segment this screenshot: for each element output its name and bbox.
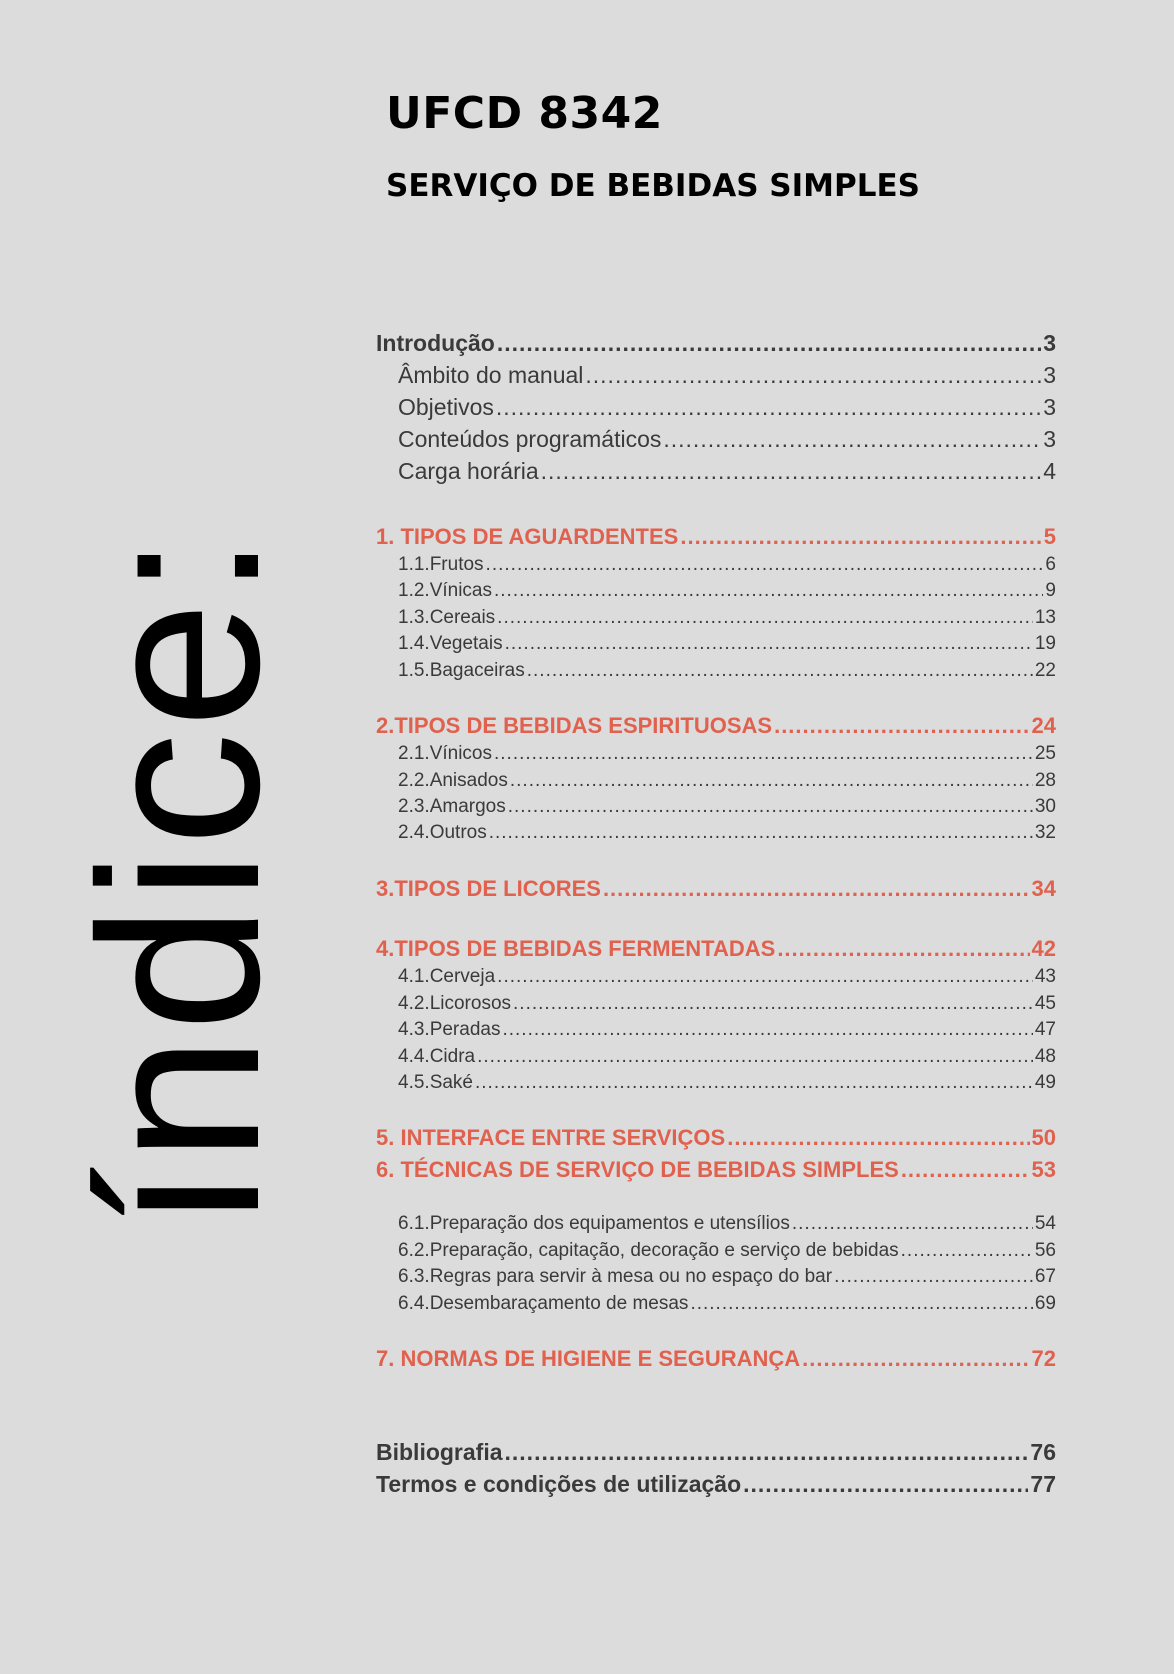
toc-entry[interactable] (398, 554, 1056, 576)
toc-label: 4.4.Cidra (398, 1046, 476, 1067)
toc-label: 4.2.Licorosos (398, 993, 512, 1014)
toc-leader-dots (727, 1125, 1029, 1151)
toc-chapter-7[interactable] (376, 1346, 1056, 1372)
toc-label: 4.3.Peradas (398, 1019, 501, 1040)
toc-entry[interactable] (398, 394, 1056, 421)
toc-page: 48 (1034, 1046, 1056, 1067)
toc-label: 3.TIPOS DE LICORES (376, 876, 601, 901)
toc-page: 67 (1034, 1266, 1056, 1287)
toc-label: Conteúdos programáticos (398, 426, 662, 452)
toc-page: 4 (1043, 458, 1056, 484)
toc-label: 1.5.Bagaceiras (398, 660, 525, 681)
toc-leader-dots (508, 796, 1033, 818)
toc-page: 54 (1034, 1213, 1056, 1234)
toc-entry[interactable] (398, 822, 1056, 844)
toc-page: 19 (1034, 633, 1056, 654)
toc-chapter-4[interactable] (376, 936, 1056, 962)
toc-leader-dots (743, 1471, 1028, 1498)
toc-label: 2.4.Outros (398, 822, 487, 843)
toc-page: 77 (1030, 1471, 1056, 1497)
toc-leader-dots (494, 743, 1033, 765)
toc-label: 5. INTERFACE ENTRE SERVIÇOS (376, 1125, 726, 1150)
toc-page: 25 (1034, 743, 1056, 764)
toc-chapter-1[interactable] (376, 524, 1056, 550)
toc-leader-dots (603, 876, 1030, 902)
toc-label: 1.3.Cereais (398, 607, 496, 628)
toc-label: 6.2.Preparação, capitação, decoração e serviço de bebidas (398, 1240, 899, 1261)
toc-leader-dots (527, 660, 1033, 682)
toc-leader-dots (585, 362, 1041, 389)
toc-page: 3 (1043, 362, 1056, 388)
toc-label: 4.1.Cerveja (398, 966, 496, 987)
toc-leader-dots (502, 1019, 1032, 1041)
toc-page: 69 (1034, 1293, 1056, 1314)
toc-leader-dots (663, 426, 1041, 453)
toc-page: 56 (1034, 1240, 1056, 1261)
toc-chapter-5[interactable] (376, 1125, 1056, 1151)
toc-page: 43 (1034, 966, 1056, 987)
toc-leader-dots (477, 1046, 1033, 1068)
toc-leader-dots (489, 822, 1033, 844)
toc-leader-dots (680, 524, 1041, 550)
toc-entry[interactable] (398, 362, 1056, 389)
toc-label: 6.4.Desembaraçamento de mesas (398, 1293, 689, 1314)
toc-leader-dots (497, 330, 1041, 357)
toc-leader-dots (497, 607, 1033, 629)
toc-label: 1.2.Vínicas (398, 580, 492, 601)
toc-page: 72 (1031, 1346, 1056, 1371)
toc-leader-dots (505, 633, 1033, 655)
toc-chapter-6[interactable] (376, 1157, 1056, 1183)
toc-page: 53 (1031, 1157, 1056, 1182)
toc-label: 4.TIPOS DE BEBIDAS FERMENTADAS (376, 936, 776, 961)
toc-entry[interactable] (398, 660, 1056, 682)
toc-page: 5 (1043, 524, 1056, 549)
toc-entry[interactable] (398, 607, 1056, 629)
toc-entry[interactable] (398, 1266, 1056, 1288)
toc-label: 2.TIPOS DE BEBIDAS ESPIRITUOSAS (376, 713, 773, 738)
toc-chapter-2[interactable] (376, 713, 1056, 739)
toc-label: Objetivos (398, 394, 494, 420)
toc-entry-termos[interactable] (376, 1471, 1056, 1498)
toc-page: 45 (1034, 993, 1056, 1014)
toc-entry[interactable] (398, 993, 1056, 1015)
toc-leader-dots (834, 1266, 1033, 1288)
toc-leader-dots (792, 1213, 1033, 1235)
toc-label: 1. TIPOS DE AGUARDENTES (376, 524, 679, 549)
toc-entry[interactable] (398, 633, 1056, 655)
toc-page: 3 (1043, 394, 1056, 420)
side-title-indice: índice: (53, 530, 307, 1230)
toc-label: 6.1.Preparação dos equipamentos e utensílios (398, 1213, 790, 1234)
toc-leader-dots (486, 554, 1044, 576)
toc-entry[interactable] (398, 770, 1056, 792)
toc-label: 6.3.Regras para servir à mesa ou no espaço do bar (398, 1266, 833, 1287)
toc-page: 50 (1031, 1125, 1056, 1150)
document-code: UFCD 8342 (386, 88, 663, 139)
toc-label: Introdução (376, 330, 495, 356)
toc-page: 32 (1034, 822, 1056, 843)
toc-page: 49 (1034, 1072, 1056, 1093)
toc-leader-dots (541, 458, 1042, 485)
toc-leader-dots (513, 993, 1033, 1015)
toc-page: 76 (1030, 1439, 1056, 1465)
toc-leader-dots (494, 580, 1043, 602)
toc-label: Termos e condições de utilização (376, 1471, 742, 1497)
toc-entry-introducao[interactable] (376, 330, 1056, 357)
toc-page: 22 (1034, 660, 1056, 681)
toc-page: 3 (1043, 426, 1056, 452)
toc-entry[interactable] (398, 1293, 1056, 1315)
toc-label: Bibliografia (376, 1439, 503, 1465)
toc-entry[interactable] (398, 796, 1056, 818)
toc-entry[interactable] (398, 1072, 1056, 1094)
toc-leader-dots (901, 1240, 1033, 1262)
toc-label: 7. NORMAS DE HIGIENE E SEGURANÇA (376, 1346, 801, 1371)
toc-leader-dots (690, 1293, 1032, 1315)
toc-label: 2.2.Anisados (398, 770, 508, 791)
toc-label: 6. TÉCNICAS DE SERVIÇO DE BEBIDAS SIMPLES (376, 1157, 899, 1182)
toc-label: 2.3.Amargos (398, 796, 506, 817)
toc-entry[interactable] (398, 458, 1056, 485)
toc-entry[interactable] (398, 1046, 1056, 1068)
toc-leader-dots (510, 770, 1033, 792)
toc-page: 47 (1034, 1019, 1056, 1040)
toc-page: 30 (1034, 796, 1056, 817)
toc-page: 28 (1034, 770, 1056, 791)
toc-leader-dots (774, 713, 1029, 739)
toc-entry[interactable] (398, 966, 1056, 988)
toc-chapter-3[interactable] (376, 876, 1056, 902)
toc-entry[interactable] (398, 1240, 1056, 1262)
document-title: SERVIÇO DE BEBIDAS SIMPLES (386, 168, 920, 204)
toc-label: 4.5.Saké (398, 1072, 473, 1093)
toc-leader-dots (802, 1346, 1029, 1372)
toc-leader-dots (497, 966, 1033, 988)
toc-entry[interactable] (398, 1019, 1056, 1041)
toc-page: 34 (1031, 876, 1056, 901)
toc-page: 6 (1045, 554, 1056, 575)
toc-label: 1.1.Frutos (398, 554, 484, 575)
toc-entry-bibliografia[interactable] (376, 1439, 1056, 1466)
toc-leader-dots (505, 1439, 1029, 1466)
toc-page: 24 (1031, 713, 1056, 738)
toc-entry[interactable] (398, 1213, 1056, 1235)
toc-page: 13 (1034, 607, 1056, 628)
toc-leader-dots (496, 394, 1041, 421)
toc-label: 2.1.Vínicos (398, 743, 492, 764)
toc-entry[interactable] (398, 580, 1056, 602)
toc-page: 3 (1043, 330, 1056, 356)
toc-entry[interactable] (398, 426, 1056, 453)
toc-leader-dots (475, 1072, 1033, 1094)
toc-label: Carga horária (398, 458, 539, 484)
toc-leader-dots (777, 936, 1029, 962)
toc-page: 42 (1031, 936, 1056, 961)
toc-label: Âmbito do manual (398, 362, 584, 388)
toc-page: 9 (1045, 580, 1056, 601)
toc-leader-dots (901, 1157, 1030, 1183)
toc-entry[interactable] (398, 743, 1056, 765)
toc-label: 1.4.Vegetais (398, 633, 503, 654)
